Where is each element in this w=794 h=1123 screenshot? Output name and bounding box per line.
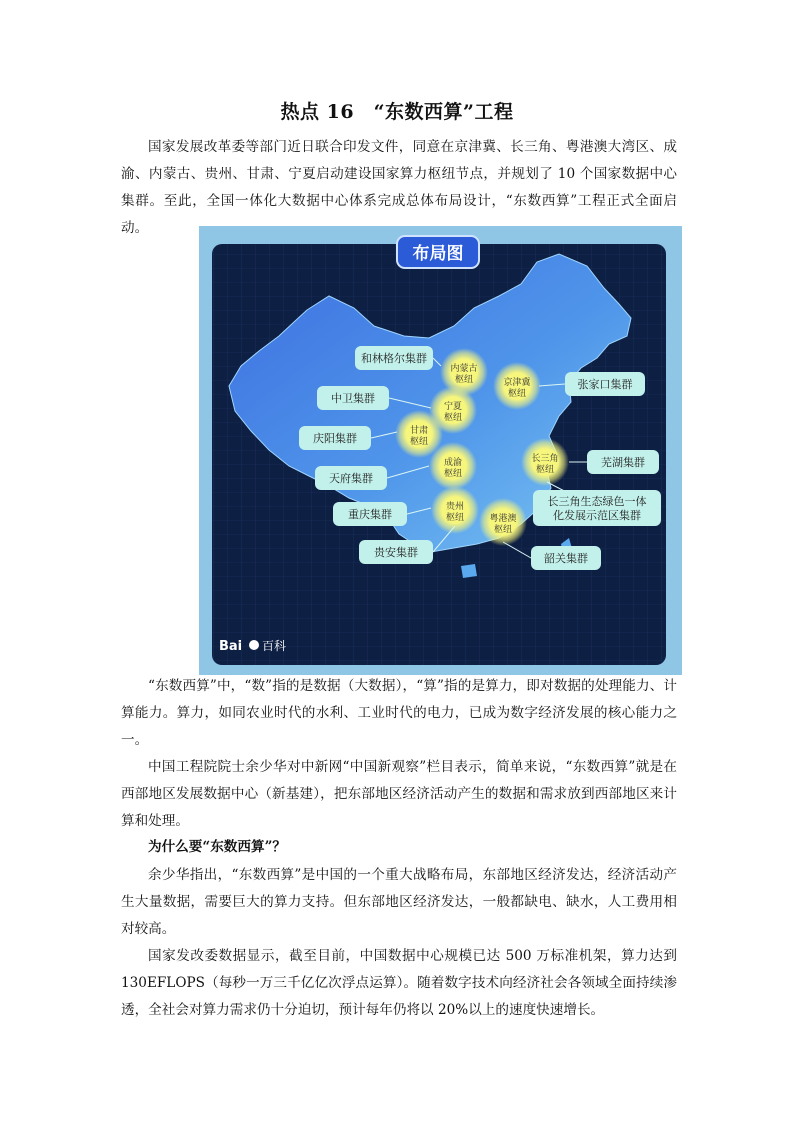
cluster-label: 庆阳集群 — [313, 432, 357, 445]
section-heading: 为什么要“东数西算”？ — [148, 839, 286, 855]
page-title: 热点 16 “东数西算”工程 — [280, 101, 514, 123]
cluster-label: 中卫集群 — [331, 392, 375, 405]
cluster-1 — [355, 346, 441, 370]
hub-sub: 枢纽 — [493, 525, 513, 535]
baike-logo-text: 百科 — [262, 639, 287, 653]
academician-paragraph: 中国工程院院士余少华对中新网“中国新观察”栏目表示，简单来说，“东数西算”就是在西部地区发展数据中心（新基建），把东部地区经济活动产生的数据和需求放到西部地区来计算和处理。 — [121, 759, 677, 829]
map-badge: 布局图 — [412, 244, 464, 264]
baidu-logo-text: Bai — [219, 639, 243, 654]
statistics-paragraph: 国家发改委数据显示，截至目前，中国数据中心规模已达 500 万标准机架，算力达到 130EFLOPS（每秒一万三千亿亿次浮点运算）。随着数字技术向经济社会各领域全面持续渗透，全社会对算力需求仍十分迫切，预计每年仍将以 20%以上的速度快速增长。 — [121, 948, 677, 1018]
hub-2 — [493, 362, 541, 410]
cluster-label: 重庆集群 — [348, 508, 392, 521]
definition-paragraph: “东数西算”中，“数”指的是数据（大数据），“算”指的是算力，即对数据的处理能力、计算能力。算力，如同农业时代的水利、工业时代的电力，已成为数字经济发展的核心能力之一。 — [121, 678, 677, 748]
cluster-label: 化发展示范区集群 — [553, 509, 641, 522]
cluster-label: 和林格尔集群 — [361, 352, 427, 365]
hub-7 — [431, 486, 479, 534]
hub-sub: 枢纽 — [454, 375, 474, 385]
hub-sub: 枢纽 — [409, 437, 429, 447]
paw-icon — [249, 640, 259, 650]
hainan-island — [461, 564, 477, 578]
hub-sub: 枢纽 — [443, 413, 463, 423]
hub-name: 粤港澳 — [489, 514, 517, 524]
hub-8 — [479, 498, 527, 546]
hub-sub: 枢纽 — [445, 513, 465, 523]
intro-paragraph: 国家发展改革委等部门近日联合印发文件，同意在京津冀、长三角、粤港澳大湾区、成渝、内蒙古、贵州、甘肃、宁夏启动建设国家算力枢纽节点，并规划了 10 个国家数据中心集群。至此，全国一体化大数据中心体系完成总体布局设计，“东数西算”工程正式全面启动。 — [121, 139, 677, 236]
hub-name: 甘肃 — [409, 426, 429, 436]
hub-name: 京津冀 — [503, 378, 531, 388]
hub-name: 成渝 — [443, 458, 463, 468]
cluster-label: 芜湖集群 — [601, 456, 645, 469]
cluster-label: 韶关集群 — [544, 552, 588, 565]
hub-name: 长三角 — [531, 454, 559, 464]
cluster-label: 贵安集群 — [374, 546, 418, 559]
cluster-label: 张家口集群 — [577, 378, 633, 391]
hub-sub: 枢纽 — [507, 389, 527, 399]
hub-name: 内蒙古 — [450, 364, 478, 374]
cluster-label: 长三角生态绿色一体 — [547, 495, 647, 508]
cluster-label: 天府集群 — [329, 472, 373, 485]
hub-name: 贵州 — [445, 502, 465, 512]
hub-6 — [521, 438, 569, 486]
hub-sub: 枢纽 — [535, 465, 555, 475]
layout-map — [199, 226, 682, 675]
hub-5 — [429, 442, 477, 490]
reason-paragraph: 余少华指出，“东数西算”是中国的一个重大战略布局，东部地区经济发达，经济活动产生大量数据，需要巨大的算力支持。但东部地区经济发达，一般都缺电、缺水，人工费用相对较高。 — [121, 867, 677, 937]
hub-name: 宁夏 — [443, 402, 463, 412]
hub-sub: 枢纽 — [443, 469, 463, 479]
